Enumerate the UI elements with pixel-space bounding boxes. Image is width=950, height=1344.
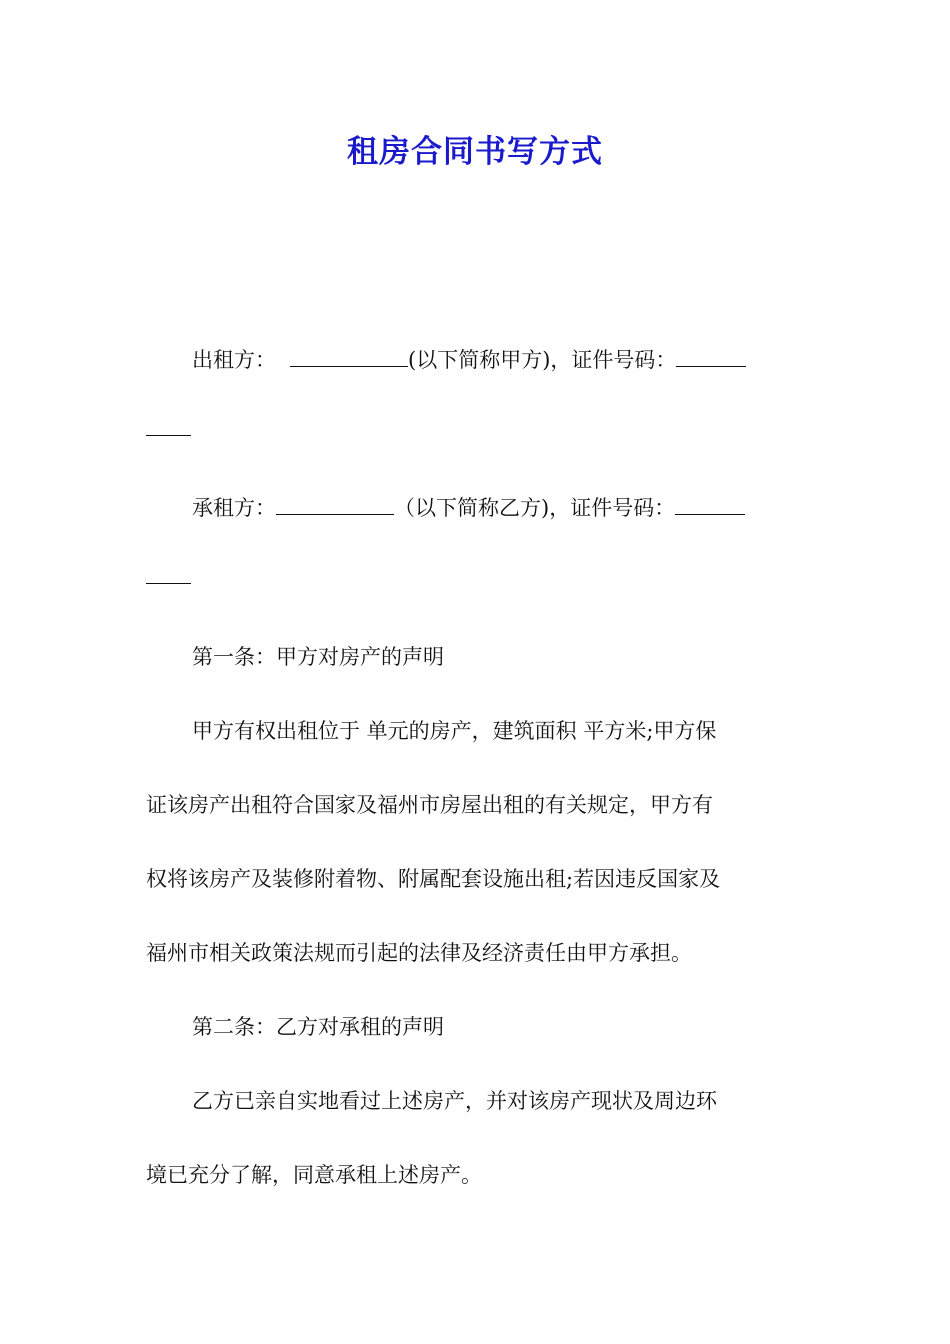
lessor-middle-text: (以下简称甲方)，证件号码：	[408, 348, 677, 372]
article1-heading-paragraph	[146, 620, 806, 694]
lessor-name-blank	[290, 346, 408, 367]
document-title: 租房合同书写方式	[347, 134, 603, 170]
article2-line: 乙方已亲自实地看过上述房产，并对该房产现状及周边环	[192, 1089, 717, 1113]
lessor-id-blank	[676, 346, 746, 367]
article1-line: 权将该房产及装修附着物、附属配套设施出租;若因违反国家及	[146, 867, 721, 891]
article1-line: 福州市相关政策法规而引起的法律及经济责任由甲方承担。	[146, 941, 692, 965]
article1-line: 证该房产出租符合国家及福州市房屋出租的有关规定，甲方有	[146, 793, 713, 817]
article2-heading: 第二条：乙方对承租的声明	[192, 1015, 444, 1039]
article1-heading: 第一条：甲方对房产的声明	[192, 645, 444, 669]
article1-body	[146, 694, 806, 990]
lessor-label: 出租方：	[192, 348, 276, 372]
lessee-id-blank	[675, 494, 745, 515]
article2-body	[146, 1064, 806, 1212]
lessee-middle-text: （以下简称乙方)，证件号码：	[394, 496, 676, 520]
spacer	[276, 347, 290, 367]
article2-heading-paragraph	[146, 990, 806, 1064]
article1-line: 甲方有权出租位于 单元的房产，建筑面积 平方米;甲方保	[192, 719, 717, 743]
lessee-line	[146, 471, 806, 545]
article2-line: 境已充分了解，同意承租上述房产。	[146, 1163, 482, 1187]
lessee-label: 承租方：	[192, 496, 276, 520]
lessor-line	[146, 323, 806, 397]
lessor-id-blank-continued	[146, 397, 191, 436]
lessee-name-blank	[276, 494, 394, 515]
lessee-id-blank-continued	[146, 545, 191, 584]
lessee-paragraph	[146, 471, 806, 584]
lessor-paragraph	[146, 323, 806, 436]
